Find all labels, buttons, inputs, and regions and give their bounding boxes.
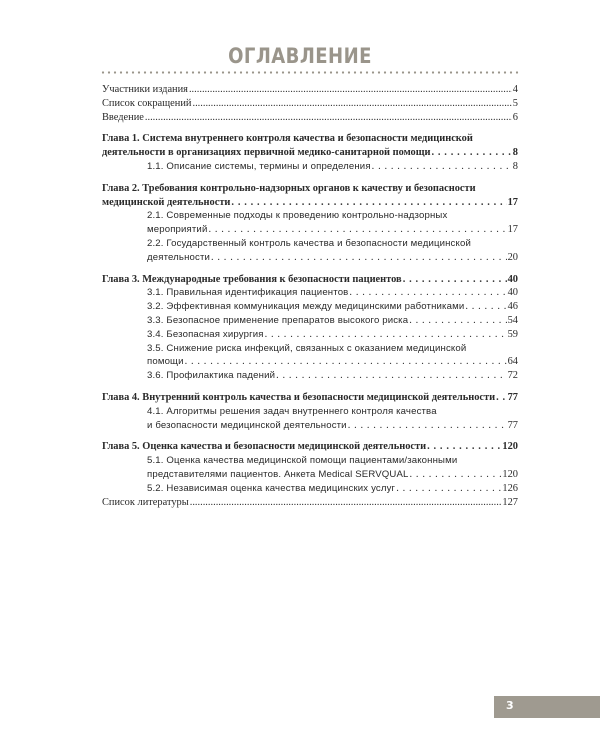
toc-entry-label: Список сокращений [102, 97, 192, 109]
toc-page-number: 77 [507, 391, 518, 403]
page-number: 3 [506, 699, 514, 712]
leader-dots [432, 146, 512, 160]
leader-dots [265, 328, 507, 342]
toc-section-2-2-heading[interactable]: 2.2. Государственный контроль качества и безопасности медицинской [147, 237, 471, 249]
leader-dots [211, 251, 507, 265]
toc-page-number: 4 [512, 84, 518, 95]
toc-page-number: 40 [507, 287, 518, 299]
toc-entry-bibliography[interactable] [102, 496, 518, 510]
toc-entry-label: 5.2. Независимая оценка качества медицинских услуг [147, 482, 396, 494]
toc-entry-participants[interactable] [102, 83, 518, 97]
leader-dots [427, 440, 501, 454]
toc-page-number: 6 [512, 111, 518, 123]
leader-dots [396, 482, 501, 496]
toc-section-5-1-heading[interactable]: 5.1. Оценка качества медицинской помощи пациентами/законными [147, 455, 458, 467]
leader-dots [409, 314, 506, 328]
toc-page-number: 40 [507, 273, 518, 285]
toc-page-number: 17 [507, 196, 518, 208]
toc-chapter-2[interactable] [102, 196, 518, 210]
toc-entry-label: Участники издания [102, 84, 188, 95]
toc-chapter-4[interactable] [102, 391, 518, 405]
toc-section-5-2[interactable] [102, 482, 518, 496]
toc-entry-label: мероприятий [147, 224, 208, 236]
toc-section-3-4[interactable] [102, 328, 518, 342]
toc-entry-label: 3.3. Безопасное применение препаратов высокого риска [147, 314, 409, 326]
page-number-tab [494, 696, 600, 718]
toc-section-2-2[interactable] [102, 251, 518, 265]
toc-page-number: 54 [507, 314, 518, 326]
toc-entry-label: Глава 5. Оценка качества и безопасности медицинской деятельности [102, 441, 427, 453]
toc-section-1-1[interactable] [102, 160, 518, 174]
leader-dots [185, 355, 507, 369]
toc-page-number: 59 [507, 328, 518, 340]
page-title: ОГЛАВЛЕНИЕ [228, 44, 372, 68]
toc-section-4-1-heading[interactable]: 4.1. Алгоритмы решения задач внутреннего контроля качества [147, 405, 437, 417]
dotted-divider [100, 71, 520, 74]
toc-entry-label: 3.2. Эффективная коммуникация между медицинскими работниками [147, 301, 465, 313]
leader-dots [208, 223, 506, 237]
leader-dots [276, 369, 506, 383]
toc-chapter-1[interactable] [102, 146, 518, 160]
toc-entry-label: деятельности [147, 251, 211, 263]
leader-dots [190, 496, 502, 510]
toc-page-number: 17 [507, 224, 518, 236]
toc-entry-label: деятельности в организациях первичной медико-санитарной помощи [102, 147, 431, 159]
toc-page-number: 127 [502, 496, 518, 508]
toc-entry-label: Список литературы [102, 496, 189, 508]
leader-dots [192, 97, 511, 111]
toc-page-number: 8 [512, 147, 518, 159]
toc-section-3-2[interactable] [102, 300, 518, 314]
toc-chapter-1-heading[interactable]: Глава 1. Система внутреннего контроля качества и безопасности медицинской [102, 133, 473, 145]
toc-section-2-1[interactable] [102, 223, 518, 237]
toc-entry-label: 1.1. Описание системы, термины и определения [147, 160, 371, 172]
toc-section-2-1-heading[interactable]: 2.1. Современные подходы к проведению контрольно-надзорных [147, 210, 448, 222]
toc-page-number: 72 [507, 370, 518, 382]
leader-dots [372, 160, 512, 174]
toc-chapter-3[interactable] [102, 273, 518, 287]
toc-chapter-5[interactable] [102, 440, 518, 454]
leader-dots [348, 419, 507, 433]
toc-entry-label: и безопасности медицинской деятельности [147, 419, 347, 431]
toc-section-5-1[interactable] [102, 468, 518, 482]
toc-entry-label: Глава 4. Внутренний контроль качества и безопасности медицинской деятельности [102, 391, 496, 403]
toc-section-3-1[interactable] [102, 286, 518, 300]
toc-section-3-3[interactable] [102, 314, 518, 328]
leader-dots [465, 300, 506, 314]
toc-page-number: 8 [512, 160, 518, 172]
toc-chapter-2-heading[interactable]: Глава 2. Требования контрольно-надзорных органов к качеству и безопасности [102, 182, 476, 194]
leader-dots [231, 196, 506, 210]
toc-entry-label: Введение [102, 111, 144, 123]
toc-entry-label: 3.6. Профилактика падений [147, 370, 276, 382]
toc-entry-label: помощи [147, 356, 184, 368]
toc-section-4-1[interactable] [102, 419, 518, 433]
toc-entry-label: 3.4. Безопасная хирургия [147, 328, 264, 340]
toc-page-number: 120 [502, 441, 518, 453]
toc-page-number: 46 [507, 301, 518, 313]
toc-entry-introduction[interactable] [102, 111, 518, 125]
leader-dots [349, 286, 506, 300]
leader-dots [496, 391, 506, 405]
toc-page-number: 5 [512, 97, 518, 109]
toc-section-3-6[interactable] [102, 369, 518, 383]
toc-page-number: 64 [507, 356, 518, 368]
leader-dots [410, 468, 502, 482]
leader-dots [145, 111, 512, 125]
toc-entry-label: представителями пациентов. Анкета Medical SERVQUAL [147, 468, 409, 480]
toc-entry-abbreviations[interactable] [102, 97, 518, 111]
toc-entry-label: 3.1. Правильная идентификация пациентов [147, 287, 349, 299]
toc-page-number: 126 [502, 482, 518, 494]
toc-page-number: 120 [502, 468, 518, 480]
toc-section-3-5-heading[interactable]: 3.5. Снижение риска инфекций, связанных с оказанием медицинской [147, 342, 467, 354]
toc-entry-label: медицинской деятельности [102, 196, 231, 208]
toc-entry-label: Глава 3. Международные требования к безопасности пациентов [102, 273, 402, 285]
toc-page-number: 77 [507, 419, 518, 431]
leader-dots [403, 273, 507, 287]
table-of-contents [102, 83, 518, 509]
leader-dots [189, 83, 512, 97]
toc-section-3-5[interactable] [102, 355, 518, 369]
toc-page-number: 20 [507, 251, 518, 263]
